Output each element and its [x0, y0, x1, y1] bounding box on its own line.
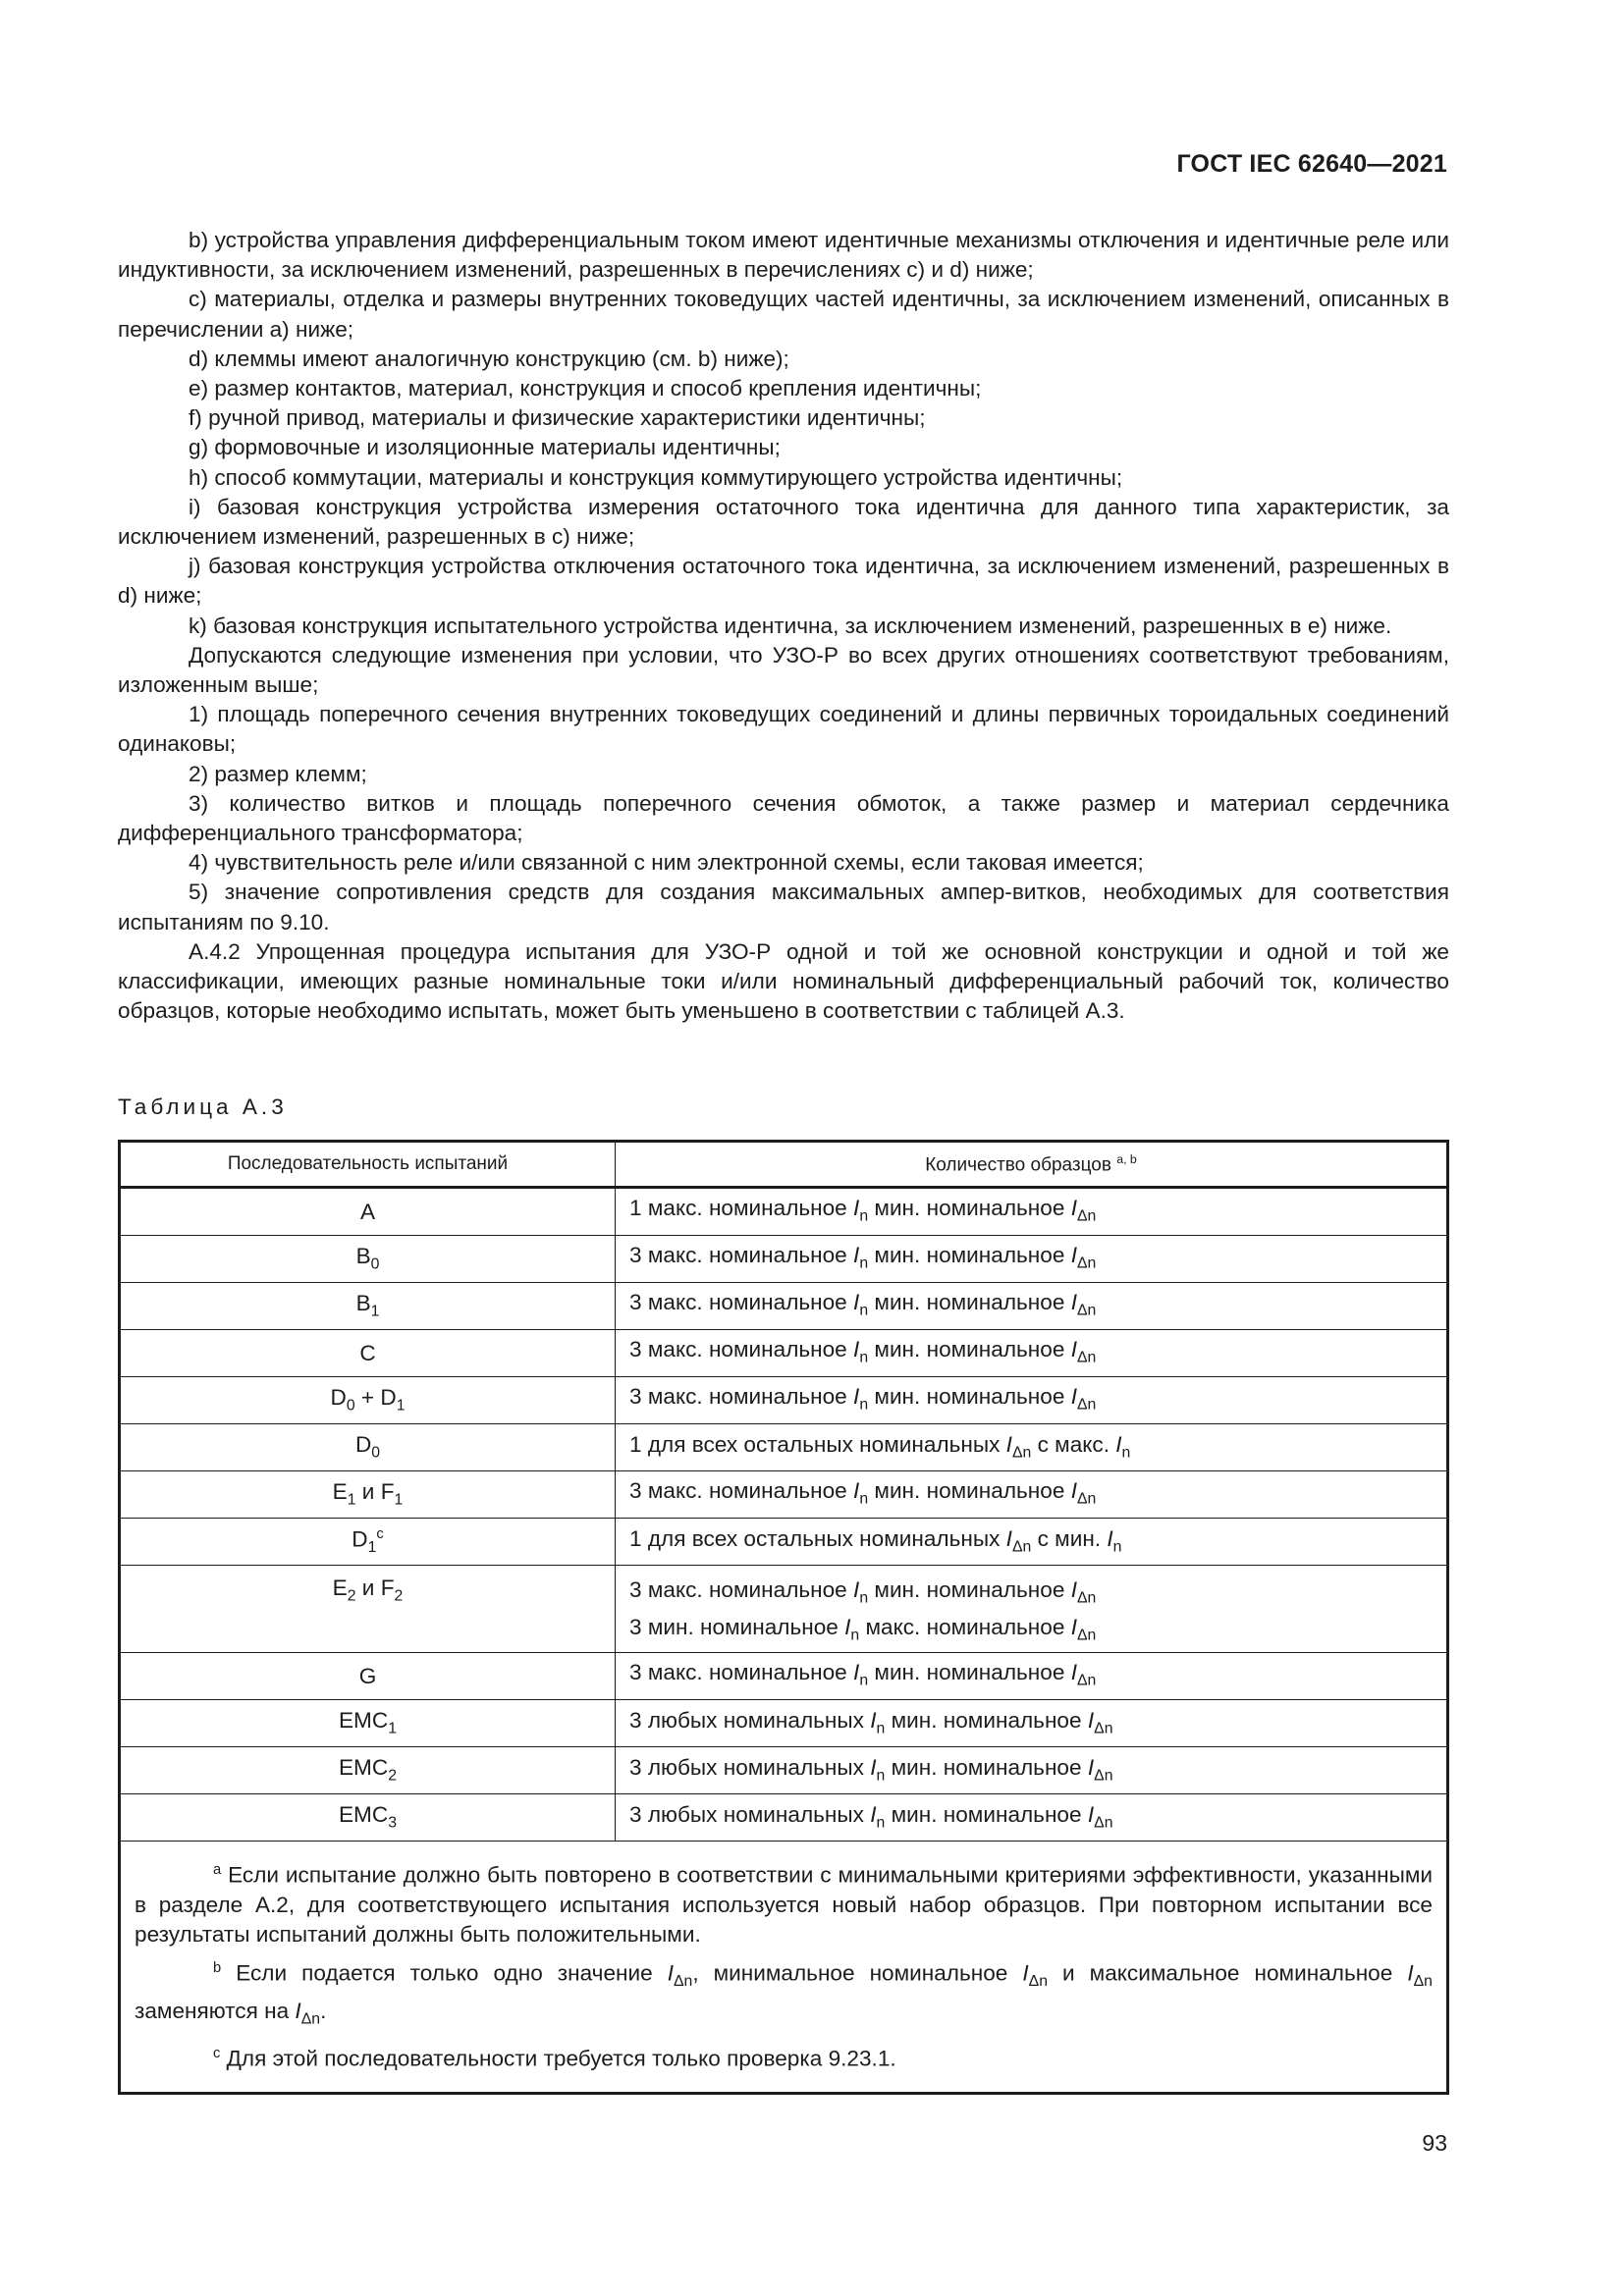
paragraph: j) базовая конструкция устройства отключения остаточного тока идентична, за исключением изменений, разрешенных в d) ниже; — [118, 554, 1449, 609]
current-subscript: Δn — [1076, 1207, 1097, 1225]
current-symbol: I — [853, 1659, 860, 1684]
table-row — [120, 1747, 1448, 1794]
count-text: с мин. — [1031, 1526, 1108, 1552]
count-text: 1 для всех остальных номинальных — [629, 1432, 1001, 1458]
table-row — [120, 1377, 1448, 1424]
current-subscript: n — [876, 1767, 886, 1785]
current-subscript: n — [859, 1490, 869, 1508]
count-qty: 3 — [629, 1477, 642, 1503]
current-symbol: I — [1070, 1195, 1077, 1220]
table-row — [120, 1236, 1448, 1283]
note-a: $^a$ Если испытание должно быть повторено в соответствии с минимальными критериями эффективности, указанными в разделе А.2, для соответствующего испытания используется новый набор образцов. При повторном испытании все результаты испытаний должны быть положительными. — [135, 1862, 1433, 1947]
sequence-label: F — [380, 1575, 395, 1600]
count-text: макс. номинальное — [647, 1477, 847, 1503]
sequence-subscript: 1 — [394, 1491, 404, 1509]
current-symbol: I — [844, 1614, 851, 1639]
current-symbol: I — [853, 1577, 860, 1602]
current-symbol: I — [853, 1195, 860, 1220]
current-symbol: I — [1115, 1432, 1122, 1458]
current-subscript: Δn — [1076, 1672, 1097, 1689]
paragraph: А.4.2 Упрощенная процедура испытания для УЗО-Р одной и той же основной конструкции и одной и той же классификации, имеющих разные номинальные токи и/или номинальный дифференциальный рабочий ток, количество образцов, которые необходимо испытать, может быть уменьшено в соответствии с таблицей А.3. — [118, 938, 1449, 1024]
current-subscript: Δn — [1011, 1538, 1032, 1556]
body-text — [118, 226, 1449, 1026]
count-line — [629, 1476, 1433, 1514]
current-subscript: n — [859, 1396, 869, 1414]
sequence-label: E — [332, 1575, 348, 1600]
current-subscript: n — [859, 1672, 869, 1689]
paragraph: h) способ коммутации, материалы и конструкция коммутирующего устройства идентичны; — [189, 464, 1123, 490]
sequence-subscript: 1 — [396, 1397, 406, 1415]
sequence-joiner: и — [355, 1575, 381, 1600]
paragraph: 5) значение сопротивления средств для создания максимальных ампер-витков, необходимых для соответствия испытаниям по 9.10. — [118, 880, 1449, 934]
sequence-label: EMC — [338, 1708, 389, 1734]
count-text: мин. номинальное — [874, 1195, 1065, 1220]
count-text: мин. номинальное — [874, 1383, 1065, 1409]
count-qty: 1 — [629, 1195, 642, 1220]
sample-count-cell — [616, 1236, 1448, 1283]
count-text: мин. номинальное — [891, 1802, 1082, 1828]
count-text: с макс. — [1031, 1432, 1116, 1458]
count-line — [629, 1335, 1433, 1372]
current-subscript: Δn — [1011, 1444, 1032, 1462]
table-row — [120, 1188, 1448, 1236]
count-text: мин. номинальное — [874, 1289, 1065, 1314]
count-line — [629, 1658, 1433, 1695]
sequence-label: F — [380, 1479, 395, 1505]
count-line — [629, 1382, 1433, 1419]
paragraph: b) устройства управления дифференциальным током имеют идентичные механизмы отключения и идентичные реле или индуктивности, за исключением изменений, разрешенных в перечислениях с) и d) ниже; — [118, 228, 1449, 283]
current-symbol: I — [853, 1383, 860, 1409]
count-text: макс. номинальное — [647, 1195, 847, 1220]
test-sequence-cell — [120, 1653, 616, 1700]
document-id-header: ГОСТ IEC 62640—2021 — [1176, 150, 1447, 178]
current-subscript: Δn — [1094, 1767, 1113, 1785]
current-symbol: I — [853, 1477, 860, 1503]
current-symbol: I — [1070, 1477, 1077, 1503]
count-qty: 3 — [629, 1614, 642, 1639]
current-subscript: n — [859, 1302, 869, 1319]
sequence-label: G — [358, 1663, 377, 1688]
current-subscript: n — [1121, 1444, 1131, 1462]
count-qty: 3 — [629, 1659, 642, 1684]
table-notes — [120, 1842, 1448, 2094]
table-row — [120, 1566, 1448, 1653]
sequence-subscript: 1 — [388, 1720, 397, 1737]
sample-count-cell — [616, 1653, 1448, 1700]
current-symbol: I — [1005, 1432, 1012, 1458]
count-qty: 3 — [629, 1242, 642, 1267]
sample-count-cell — [616, 1283, 1448, 1330]
count-text: 3 любых номинальных — [629, 1708, 864, 1734]
sequence-subscript: 2 — [394, 1587, 404, 1605]
count-text: мин. номинальное — [647, 1614, 839, 1639]
count-qty: 3 — [629, 1577, 642, 1602]
count-line — [629, 1575, 1433, 1613]
current-symbol: I — [870, 1755, 877, 1781]
count-qty: 3 — [629, 1336, 642, 1362]
test-sequence-cell — [120, 1566, 616, 1653]
sample-count-cell — [616, 1700, 1448, 1747]
count-text: макс. номинальное — [647, 1383, 847, 1409]
current-subscript: n — [859, 1255, 869, 1272]
sample-count-cell — [616, 1377, 1448, 1424]
footnote-mark: c — [376, 1525, 384, 1542]
test-sequence-cell — [120, 1794, 616, 1842]
test-sequence-cell — [120, 1330, 616, 1377]
count-line — [629, 1288, 1433, 1325]
table-row — [120, 1519, 1448, 1566]
table-header-row — [120, 1142, 1448, 1188]
current-subscript: n — [850, 1627, 860, 1644]
count-text: макс. номинальное — [865, 1614, 1065, 1639]
current-subscript: n — [1112, 1538, 1122, 1556]
count-text: мин. номинальное — [874, 1242, 1065, 1267]
count-text: макс. номинальное — [647, 1242, 847, 1267]
sample-count-cell — [616, 1330, 1448, 1377]
current-symbol: I — [1087, 1708, 1095, 1734]
sequence-label: D — [352, 1526, 368, 1552]
count-line — [629, 1194, 1433, 1231]
sequence-subscript: 3 — [388, 1814, 397, 1832]
note-b: $^b$ Если подается только одно значение $I_{\Delta n}$, минимальное номинальное $I_{\Delta n}$ и максимальное номинальное $I_{\Delta n}$ заменяются на $I_{\Delta n}$. — [135, 1960, 1433, 2028]
sequence-label: D — [380, 1385, 397, 1411]
paragraph: Допускаются следующие изменения при условии, что УЗО-Р во всех других отношениях соответствуют требованиям, изложенным выше; — [118, 642, 1449, 698]
paragraph: 2) размер клемм; — [189, 761, 367, 786]
count-text: мин. номинальное — [891, 1755, 1082, 1781]
sequence-label: EMC — [338, 1802, 389, 1828]
sequence-label: A — [359, 1199, 376, 1224]
current-subscript: Δn — [1076, 1255, 1097, 1272]
current-symbol: I — [1070, 1242, 1077, 1267]
test-sequence-cell — [120, 1519, 616, 1566]
sample-count-cell — [616, 1566, 1448, 1653]
current-subscript: Δn — [1076, 1490, 1097, 1508]
col-header-count: Количество образцов $^{a, b}$ — [616, 1142, 1448, 1188]
table-row — [120, 1700, 1448, 1747]
test-sequence-cell — [120, 1747, 616, 1794]
paragraph: k) базовая конструкция испытательного устройства идентична, за исключением изменений, разрешенных в e) ниже. — [189, 613, 1392, 638]
count-text: мин. номинальное — [874, 1336, 1065, 1362]
test-sequence-cell — [120, 1236, 616, 1283]
sample-count-cell — [616, 1424, 1448, 1471]
col-header-sequence: Последовательность испытаний — [120, 1142, 616, 1188]
paragraph: 3) количество витков и площадь поперечного сечения обмоток, а также размер и материал сердечника дифференциального трансформатора; — [118, 790, 1449, 846]
table-row — [120, 1330, 1448, 1377]
sequence-label: EMC — [338, 1755, 389, 1781]
sequence-label: D — [330, 1385, 347, 1411]
sequence-label: E — [332, 1479, 348, 1505]
current-symbol: I — [1070, 1577, 1077, 1602]
current-symbol: I — [1107, 1526, 1113, 1552]
test-sequence-cell — [120, 1283, 616, 1330]
count-line — [629, 1241, 1433, 1278]
table-row — [120, 1653, 1448, 1700]
table-caption: Таблица А.3 — [118, 1095, 288, 1119]
sequence-joiner: и — [355, 1479, 381, 1505]
table-row — [120, 1283, 1448, 1330]
count-text: мин. номинальное — [874, 1659, 1065, 1684]
page-number: 93 — [1422, 2130, 1447, 2156]
note-c: $^c$ Для этой последовательности требуется только проверка 9.23.1. — [213, 2046, 896, 2071]
current-symbol: I — [1087, 1755, 1095, 1781]
paragraph: i) базовая конструкция устройства измерения остаточного тока идентична для данного типа характеристик, за исключением изменений, разрешенных в с) ниже; — [118, 494, 1449, 550]
paragraph: g) формовочные и изоляционные материалы идентичны; — [189, 435, 781, 460]
paragraph: 1) площадь поперечного сечения внутренних токоведущих соединений и длины первичных тороидальных соединений одинаковы; — [118, 702, 1449, 757]
current-subscript: Δn — [1094, 1720, 1113, 1737]
sequence-label: D — [354, 1432, 372, 1458]
sequence-subscript: 1 — [367, 1539, 377, 1557]
current-subscript: n — [859, 1349, 869, 1366]
sequence-subscript: 0 — [370, 1255, 380, 1273]
count-line — [629, 1613, 1433, 1650]
count-text: макс. номинальное — [647, 1659, 847, 1684]
table-row — [120, 1794, 1448, 1842]
current-subscript: Δn — [1076, 1627, 1097, 1644]
paragraph: e) размер контактов, материал, конструкция и способ крепления идентичны; — [189, 376, 982, 401]
sequence-subscript: 2 — [347, 1587, 356, 1605]
sequence-label: B — [355, 1244, 371, 1269]
test-sequence-cell — [120, 1700, 616, 1747]
sample-count-cell — [616, 1188, 1448, 1236]
count-text: 3 любых номинальных — [629, 1802, 864, 1828]
count-text: мин. номинальное — [891, 1708, 1082, 1734]
current-symbol: I — [870, 1802, 877, 1828]
sample-count-cell — [616, 1747, 1448, 1794]
footnote-marks: a, b — [1116, 1151, 1137, 1166]
current-symbol: I — [870, 1708, 877, 1734]
sequence-joiner: + — [354, 1385, 381, 1411]
paragraph: d) клеммы имеют аналогичную конструкцию (см. b) ниже); — [189, 346, 789, 371]
test-sequence-cell — [120, 1424, 616, 1471]
sample-count-cell — [616, 1519, 1448, 1566]
current-subscript: n — [859, 1207, 869, 1225]
current-subscript: Δn — [1076, 1302, 1097, 1319]
current-symbol: I — [1070, 1336, 1077, 1362]
samples-table — [118, 1140, 1449, 2095]
sequence-subscript: 0 — [346, 1397, 355, 1415]
current-symbol: I — [1070, 1614, 1077, 1639]
current-symbol: I — [1005, 1526, 1012, 1552]
sequence-label: B — [355, 1291, 371, 1316]
table-notes-row — [120, 1842, 1448, 2094]
test-sequence-cell — [120, 1377, 616, 1424]
table-row — [120, 1471, 1448, 1519]
current-symbol: I — [1087, 1802, 1095, 1828]
count-text: мин. номинальное — [874, 1577, 1065, 1602]
count-qty: 3 — [629, 1383, 642, 1409]
test-sequence-cell — [120, 1188, 616, 1236]
sequence-subscript: 0 — [371, 1444, 381, 1462]
current-symbol: I — [1070, 1659, 1077, 1684]
paragraph: c) материалы, отделка и размеры внутренних токоведущих частей идентичны, за исключением изменений, описанных в перечислении а) ниже; — [118, 287, 1449, 342]
paragraph: 4) чувствительность реле и/или связанной с ним электронной схемы, если таковая имеется; — [189, 850, 1144, 876]
current-subscript: Δn — [1094, 1814, 1113, 1832]
current-symbol: I — [853, 1242, 860, 1267]
count-text: макс. номинальное — [647, 1336, 847, 1362]
current-subscript: n — [876, 1720, 886, 1737]
current-symbol: I — [1070, 1383, 1077, 1409]
sequence-label: C — [359, 1340, 376, 1365]
current-subscript: n — [876, 1814, 886, 1832]
count-text: макс. номинальное — [647, 1289, 847, 1314]
table-row — [120, 1424, 1448, 1471]
count-text: макс. номинальное — [647, 1577, 847, 1602]
count-qty: 3 — [629, 1289, 642, 1314]
count-text: 3 любых номинальных — [629, 1755, 864, 1781]
test-sequence-cell — [120, 1471, 616, 1519]
sequence-subscript: 2 — [388, 1767, 397, 1785]
current-symbol: I — [853, 1336, 860, 1362]
current-symbol: I — [853, 1289, 860, 1314]
count-text: 1 для всех остальных номинальных — [629, 1526, 1001, 1552]
sequence-subscript: 1 — [370, 1303, 380, 1320]
current-subscript: Δn — [1076, 1589, 1097, 1607]
current-subscript: n — [859, 1589, 869, 1607]
sequence-subscript: 1 — [347, 1491, 356, 1509]
current-subscript: Δn — [1076, 1349, 1097, 1366]
sample-count-cell — [616, 1471, 1448, 1519]
sample-count-cell — [616, 1794, 1448, 1842]
paragraph: f) ручной привод, материалы и физические характеристики идентичны; — [189, 405, 926, 431]
current-symbol: I — [1070, 1289, 1077, 1314]
count-text: мин. номинальное — [874, 1477, 1065, 1503]
current-subscript: Δn — [1076, 1396, 1097, 1414]
